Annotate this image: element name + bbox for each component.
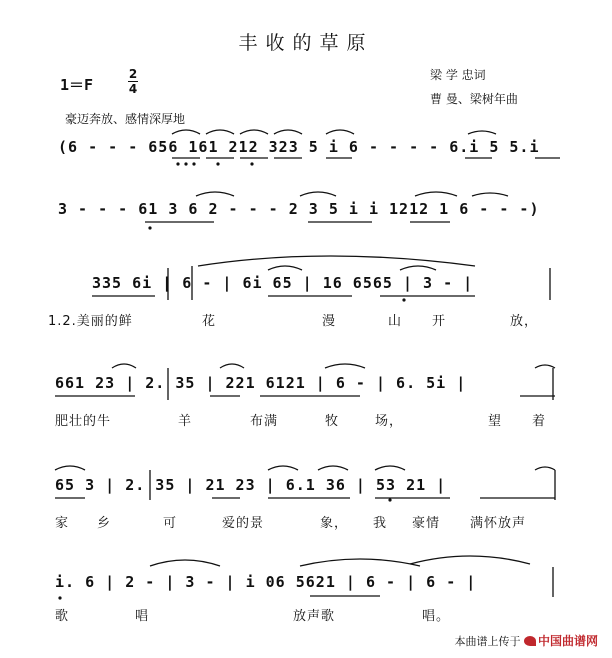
lyric-word: 漫: [322, 314, 337, 329]
lyric-word: 唱。: [422, 609, 451, 624]
upload-footer: [454, 632, 598, 649]
lyric-word: 开: [432, 314, 447, 329]
notation-line-2: 3 - - - 61 3 6 2 - - - 2 3 5 i i 1212 1 6 - - -): [58, 200, 540, 218]
lyric-word: 肥壮的牛: [55, 414, 112, 429]
lyric-word: 场，: [375, 414, 404, 429]
lyric-word: 豪情: [412, 516, 441, 531]
lyric-word: 家: [55, 516, 70, 531]
notation-line-1: (6 - - - 656 161 212 323 5 i 6 - - - - 6.i 5 5.i: [58, 138, 540, 156]
key-signature: 1＝F: [60, 76, 94, 94]
song-title: 丰收的草原: [238, 32, 374, 54]
lyric-word: 我: [373, 516, 388, 531]
notation-line-3: 335 6i | 6 - | 6i 65 | 16 6565 | 3 - |: [92, 274, 474, 292]
lyric-word: 乡: [97, 516, 112, 531]
lyric-word: 山: [388, 314, 403, 329]
lyric-word: 布满: [250, 414, 279, 429]
lyric-word: 1.2.美丽的鲜: [48, 314, 133, 329]
lyric-word: 爱的景: [222, 516, 265, 531]
notation-line-5: 65 3 | 2. 35 | 21 23 | 6.1 36 | 53 21 |: [55, 476, 447, 494]
lyric-word: 羊: [178, 414, 193, 429]
lyric-word: 歌: [55, 609, 70, 624]
lyric-word: 唱: [135, 609, 150, 624]
lyric-word: 满怀放声: [470, 516, 527, 531]
notation-line-6: i. 6 | 2 - | 3 - | i 06 5621 | 6 - | 6 - |: [55, 573, 477, 591]
lyric-word: 花: [202, 314, 217, 329]
lyric-word: 放，: [510, 314, 539, 329]
time-signature-bottom: 4: [128, 82, 138, 96]
lyric-word: 着: [532, 414, 547, 429]
lyric-word: 放声歌: [293, 609, 336, 624]
lyric-word: 望: [488, 414, 503, 429]
time-signature-top: 2: [128, 67, 138, 81]
footer-text: 本曲谱上传于: [454, 635, 521, 648]
site-name-link[interactable]: 中国曲谱网: [537, 634, 598, 648]
notation-line-4: 661 23 | 2. 35 | 221 6121 | 6 - | 6. 5i |: [55, 374, 467, 392]
site-logo-icon: [524, 636, 536, 646]
tempo-marking: 豪迈奔放、感情深厚地: [65, 112, 186, 126]
lyric-word: 牧: [325, 414, 340, 429]
composer-credit: 曹 曼、梁树年曲: [430, 92, 518, 106]
lyric-word: 可: [163, 516, 178, 531]
lyricist-credit: 梁 学 忠词: [430, 68, 486, 82]
lyric-word: 象，: [320, 516, 349, 531]
